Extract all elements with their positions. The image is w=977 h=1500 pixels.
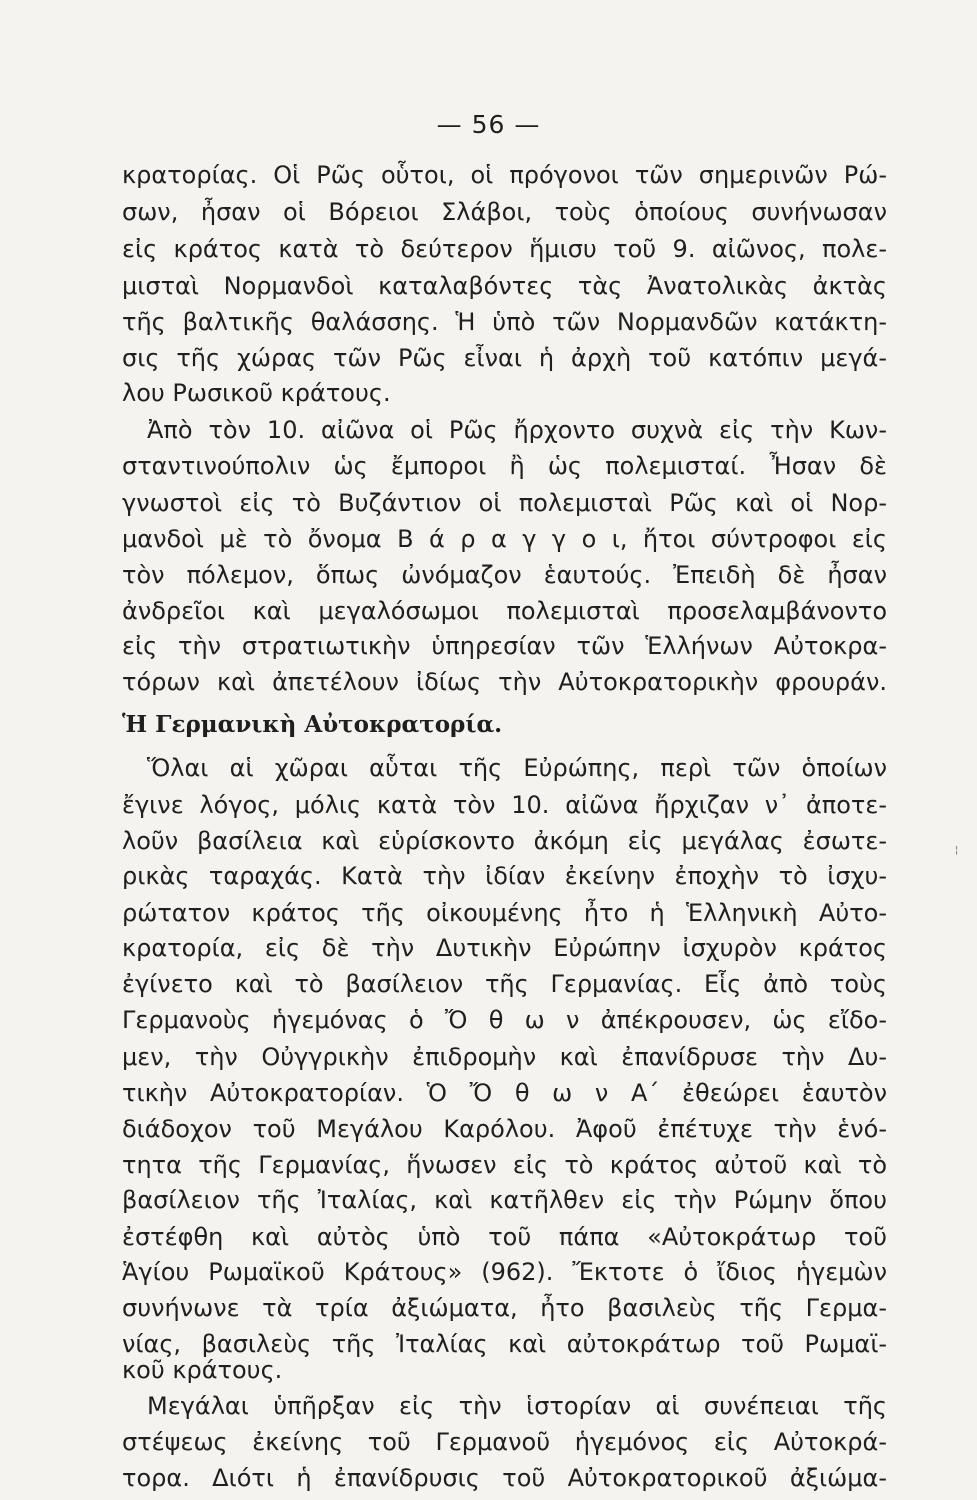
- text-line: ἀνδρεῖοι καὶ μεγαλόσωμοι πολεμισταὶ προσελαμβάνοντο: [122, 597, 887, 625]
- text-line: κρατορία, εἰς δὲ τὴν Δυτικὴν Εὐρώπην ἰσχυρὸν κράτος: [122, 934, 887, 962]
- text-line: τητα τῆς Γερμανίας, ἥνωσεν εἰς τὸ κράτος αὐτοῦ καὶ τὸ: [122, 1151, 887, 1179]
- text-line: εἰς τὴν στρατιωτικὴν ὑπηρεσίαν τῶν Ἑλλήνων Αὐτοκρα-: [122, 632, 887, 660]
- text-line: μεν, τὴν Οὐγγρικὴν ἐπιδρομὴν καὶ ἐπανίδρυσε τὴν Δυ-: [122, 1043, 887, 1071]
- text-line: ρώτατον κράτος τῆς οἰκουμένης ἦτο ἡ Ἑλληνικὴ Αὐτο-: [122, 899, 887, 927]
- text-line: λου Ρωσικοῦ κράτους.: [122, 379, 391, 407]
- text-line: γνωστοὶ εἰς τὸ Βυζάντιον οἱ πολεμισταὶ Ρῶς καὶ οἱ Νορ-: [122, 489, 887, 517]
- text-line: μανδοὶ μὲ τὸ ὄνομα Β ά ρ α γ γ ο ι, ἤτοι σύντροφοι εἰς: [122, 525, 887, 553]
- text-line: σων, ἦσαν οἱ Βόρειοι Σλάβοι, τοὺς ὁποίους συνήνωσαν: [122, 198, 887, 226]
- page-number: — 56 —: [436, 110, 541, 139]
- text-line: Γερμανοὺς ἡγεμόνας ὁ Ὄ θ ω ν ἀπέκρουσεν, ὡς εἴδο-: [122, 1006, 887, 1034]
- text-line: τορα. Διότι ἡ ἐπανίδρυσις τοῦ Αὐτοκρατορικοῦ ἀξιώμα-: [122, 1464, 887, 1492]
- text-line: βασίλειον τῆς Ἰταλίας, καὶ κατῆλθεν εἰς τὴν Ρώμην ὅπου: [122, 1186, 887, 1214]
- text-line: ἐστέφθη καὶ αὐτὸς ὑπὸ τοῦ πάπα «Αὐτοκράτωρ τοῦ: [122, 1223, 887, 1251]
- text-line: τόρων καὶ ἀπετέλουν ἰδίως τὴν Αὐτοκρατορικὴν φρουράν.: [122, 668, 887, 696]
- text-line: τὸν πόλεμον, ὅπως ὠνόμαζον ἑαυτούς. Ἐπειδὴ δὲ ἦσαν: [122, 561, 887, 589]
- text-line: Ἁγίου Ρωμαϊκοῦ Κράτους» (962). Ἔκτοτε ὁ ἴδιος ἡγεμὼν: [122, 1258, 887, 1286]
- text-line: Ἀπὸ τὸν 10. αἰῶνα οἱ Ρῶς ἤρχοντο συχνὰ εἰς τὴν Κων-: [147, 416, 887, 444]
- section-heading: Ἡ Γερμανικὴ Αὐτοκρατορία.: [122, 711, 503, 738]
- text-line: Μεγάλαι ὑπῆρξαν εἰς τὴν ἱστορίαν αἱ συνέπειαι τῆς: [147, 1392, 887, 1420]
- text-line: Ὅλαι αἱ χῶραι αὗται τῆς Εὐρώπης, περὶ τῶν ὁποίων: [147, 754, 887, 782]
- text-line: σις τῆς χώρας τῶν Ρῶς εἶναι ἡ ἀρχὴ τοῦ κατόπιν μεγά-: [122, 344, 887, 372]
- text-line: συνήνωνε τὰ τρία ἀξιώματα, ἦτο βασιλεὺς τῆς Γερμα-: [122, 1294, 887, 1322]
- text-line: κρατορίας. Οἱ Ρῶς οὗτοι, οἱ πρόγονοι τῶν σημερινῶν Ρώ-: [122, 161, 887, 189]
- text-line: κοῦ κράτους.: [122, 1356, 283, 1384]
- text-line: σταντινούπολιν ὡς ἔμποροι ἢ ὡς πολεμισταί. Ἦσαν δὲ: [122, 452, 887, 480]
- text-line: ἔγινε λόγος, μόλις κατὰ τὸν 10. αἰῶνα ἤρχιζαν ν᾽ ἀποτε-: [122, 791, 887, 819]
- text-line: ρικὰς ταραχάς. Κατὰ τὴν ἰδίαν ἐκείνην ἐποχὴν τὸ ἰσχυ-: [122, 862, 887, 890]
- text-line: ἐγίνετο καὶ τὸ βασίλειον τῆς Γερμανίας. Εἷς ἀπὸ τοὺς: [122, 970, 887, 998]
- margin-mark-icon: ¦: [955, 845, 959, 856]
- text-line: μισταὶ Νορμανδοὶ καταλαβόντες τὰς Ἀνατολικὰς ἀκτὰς: [122, 272, 887, 300]
- text-line: διάδοχον τοῦ Μεγάλου Καρόλου. Ἀφοῦ ἐπέτυχε τὴν ἑνό-: [122, 1115, 887, 1143]
- text-line: τικὴν Αὐτοκρατορίαν. Ὁ Ὄ θ ω ν Α΄ ἐθεώρει ἑαυτὸν: [122, 1079, 887, 1107]
- text-line: λοῦν βασίλεια καὶ εὑρίσκοντο ἀκόμη εἰς μεγάλας ἐσωτε-: [122, 827, 887, 855]
- text-line: τῆς βαλτικῆς θαλάσσης. Ἡ ὑπὸ τῶν Νορμανδῶν κατάκτη-: [122, 308, 887, 336]
- text-line: εἰς κράτος κατὰ τὸ δεύτερον ἥμισυ τοῦ 9. αἰῶνος, πολε-: [122, 235, 887, 263]
- text-line: στέψεως ἐκείνης τοῦ Γερμανοῦ ἡγεμόνος εἰς Αὐτοκρά-: [122, 1428, 887, 1456]
- text-line: νίας, βασιλεὺς τῆς Ἰταλίας καὶ αὐτοκράτωρ τοῦ Ρωμαϊ-: [122, 1330, 887, 1358]
